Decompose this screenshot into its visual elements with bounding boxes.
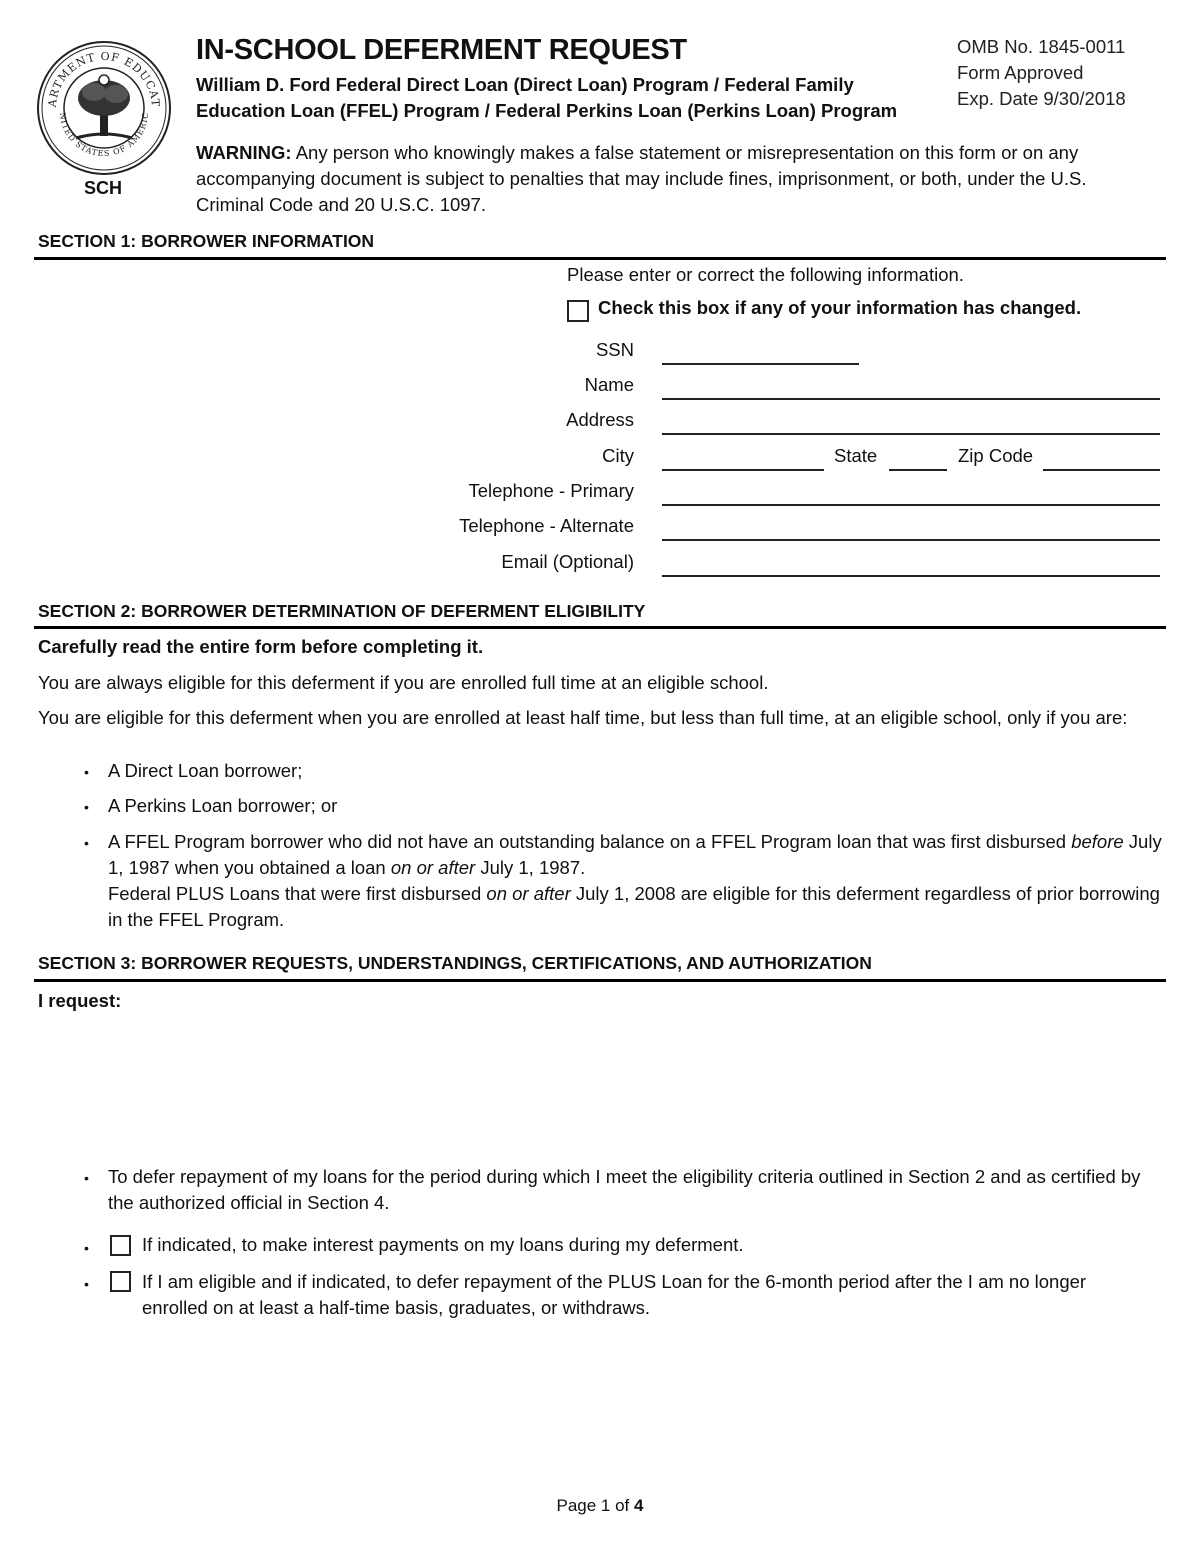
section-2-instruction: Carefully read the entire form before completing it. bbox=[38, 636, 484, 657]
address-label: Address bbox=[566, 409, 634, 430]
request-item-2: If indicated, to make interest payments on my loans during my deferment. bbox=[142, 1234, 744, 1255]
section-1-rule bbox=[34, 257, 1166, 260]
section-1-heading: SECTION 1: BORROWER INFORMATION bbox=[38, 231, 375, 251]
state-field[interactable] bbox=[889, 469, 947, 471]
warning-notice bbox=[196, 140, 1156, 218]
name-label: Name bbox=[584, 374, 634, 395]
zip-field[interactable] bbox=[1043, 469, 1160, 471]
request-item-1: To defer repayment of my loans for the period during which I meet the eligibility criteria outlined in Section 2 and as certified by the authorized official in Section 4. bbox=[108, 1166, 1141, 1213]
name-field[interactable] bbox=[662, 398, 1160, 400]
omb-number: OMB No. 1845-0011 bbox=[957, 36, 1126, 57]
svg-text:DEPARTMENT OF EDUCATION: ARTMENT OF EDUCAT bbox=[45, 49, 163, 108]
phone-alternate-field[interactable] bbox=[662, 539, 1160, 541]
warning-text: Any person who knowingly makes a false statement or misrepresentation on this form or on any accompanying document is subject to penalties that may include fines, imprisonment, or both, under the U.S. Criminal Code and 20 U.S.C. 1097. bbox=[196, 142, 1087, 215]
request-label: I request: bbox=[38, 990, 122, 1011]
department-seal bbox=[36, 40, 172, 176]
section-2-para-2: You are eligible for this deferment when you are enrolled at least half time, but less than full time, at an eligible school, only if you are: bbox=[38, 707, 1128, 728]
phone-alternate-label: Telephone - Alternate bbox=[459, 515, 634, 536]
warning-label: WARNING: bbox=[196, 142, 292, 163]
subtitle-line-1: William D. Ford Federal Direct Loan (Direct Loan) Program / Federal Family bbox=[196, 74, 854, 95]
bullet-3-text: A FFEL Program borrower who did not have an outstanding balance on a FFEL Program loan that was first disbursed before July 1, 1987 when you obtained a loan on or after July 1, 1987. bbox=[108, 831, 1162, 878]
seal-emblem bbox=[36, 40, 172, 176]
zip-label: Zip Code bbox=[958, 445, 1034, 466]
bullet-marker: • bbox=[84, 764, 89, 780]
info-changed-checkbox[interactable] bbox=[567, 300, 589, 322]
interest-payments-checkbox[interactable] bbox=[110, 1235, 131, 1256]
city-label: City bbox=[602, 445, 634, 466]
city-field[interactable] bbox=[662, 469, 824, 471]
phone-primary-label: Telephone - Primary bbox=[468, 480, 634, 501]
eligibility-bullet-3 bbox=[108, 829, 1168, 933]
eligibility-bullet-1: A Direct Loan borrower; bbox=[108, 760, 303, 781]
bullet-marker: • bbox=[84, 799, 89, 815]
email-field[interactable] bbox=[662, 575, 1160, 577]
section-2-heading: SECTION 2: BORROWER DETERMINATION OF DEFERMENT ELIGIBILITY bbox=[38, 601, 646, 621]
email-label: Email (Optional) bbox=[501, 551, 634, 572]
section-2-para-1: You are always eligible for this deferment if you are enrolled full time at an eligible school. bbox=[38, 672, 769, 693]
request-item-3: If I am eligible and if indicated, to defer repayment of the PLUS Loan for the 6-month period after the I am no longer enrolled on at least a half-time basis, graduates, or withdraws. bbox=[142, 1271, 1087, 1318]
bullet-marker: • bbox=[84, 1240, 89, 1256]
expiration-date: Exp. Date 9/30/2018 bbox=[957, 88, 1126, 109]
bullet-3-plus-note: Federal PLUS Loans that were first disbursed on or after July 1, 2008 are eligible for this deferment regardless of prior borrowing in the FFEL Program. bbox=[108, 883, 1160, 930]
state-label: State bbox=[834, 445, 878, 466]
section-2-rule bbox=[34, 626, 1166, 629]
eligibility-bullet-2: A Perkins Loan borrower; or bbox=[108, 795, 338, 816]
form-approved: Form Approved bbox=[957, 62, 1084, 83]
form-subtitle bbox=[196, 72, 956, 124]
section-3-rule bbox=[34, 979, 1166, 982]
subtitle-line-2: Education Loan (FFEL) Program / Federal Perkins Loan (Perkins Loan) Program bbox=[196, 100, 898, 121]
ssn-field[interactable] bbox=[662, 363, 859, 365]
page-number: Page 1 of 4 bbox=[556, 1496, 644, 1515]
plus-deferment-checkbox[interactable] bbox=[110, 1271, 131, 1292]
phone-primary-field[interactable] bbox=[662, 504, 1160, 506]
bullet-marker: • bbox=[84, 835, 89, 851]
address-field[interactable] bbox=[662, 433, 1160, 435]
info-changed-label: Check this box if any of your information has changed. bbox=[598, 297, 1082, 318]
section-1-intro: Please enter or correct the following information. bbox=[567, 264, 964, 285]
ssn-label: SSN bbox=[595, 339, 634, 360]
omb-info bbox=[957, 34, 1126, 112]
bullet-marker: • bbox=[84, 1276, 89, 1292]
seal-label: SCH bbox=[84, 178, 123, 198]
bullet-marker: • bbox=[84, 1170, 89, 1186]
svg-text:UNITED STATES OF AMERICA: NITED STATES OF AMERIC bbox=[57, 111, 151, 159]
section-3-heading: SECTION 3: BORROWER REQUESTS, UNDERSTANDINGS, CERTIFICATIONS, AND AUTHORIZATION bbox=[38, 953, 872, 973]
form-title: IN-SCHOOL DEFERMENT REQUEST bbox=[196, 34, 687, 66]
